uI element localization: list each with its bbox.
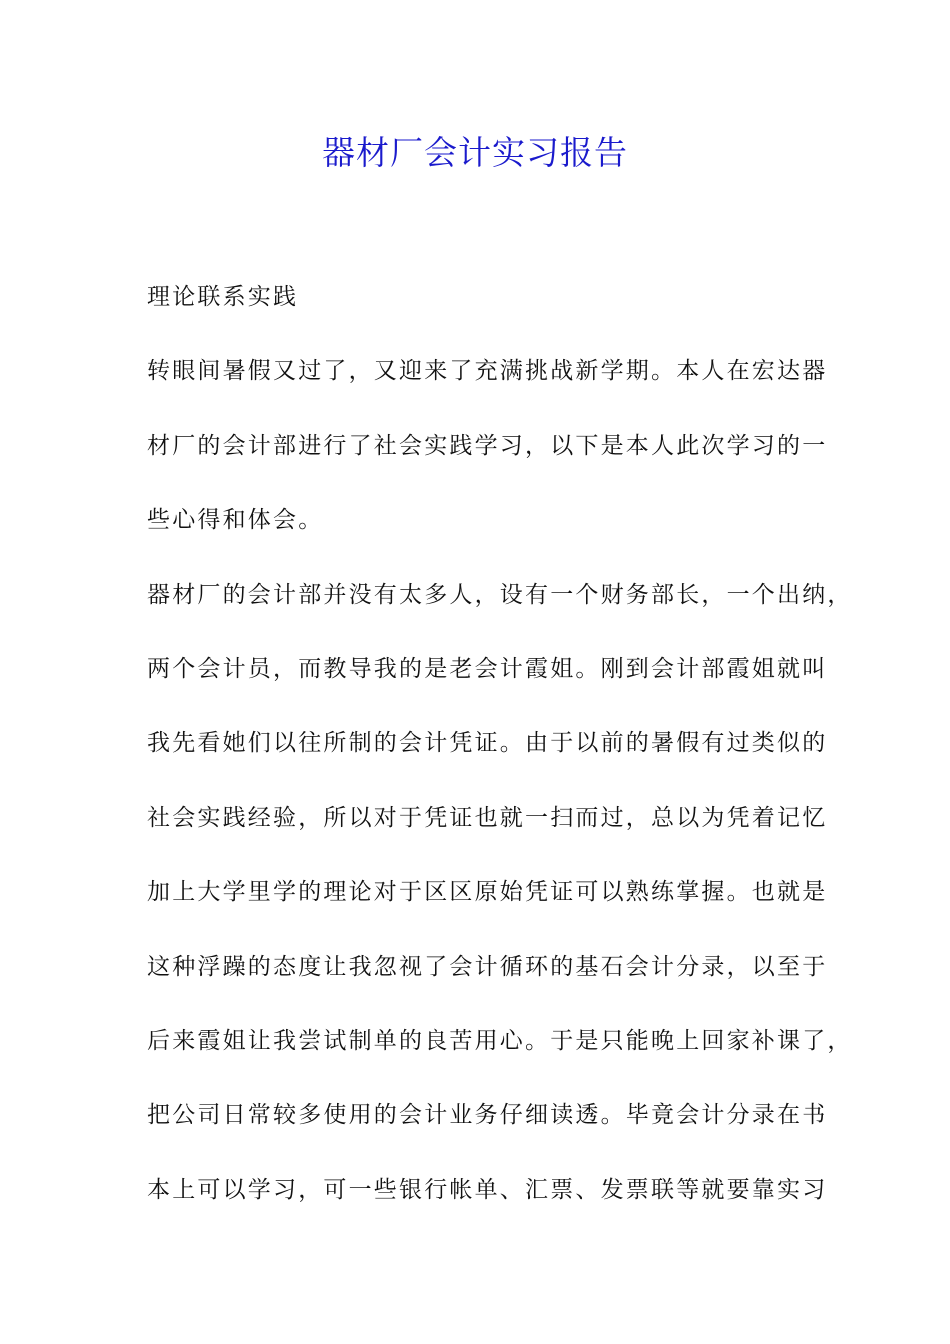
paragraph-line: 转眼间暑假又过了，又迎来了充满挑战新学期。本人在宏达器 (147, 358, 828, 385)
paragraph-line: 两个会计员，而教导我的是老会计霞姐。刚到会计部霞姐就叫 (147, 655, 828, 682)
paragraph-line: 把公司日常较多使用的会计业务仔细读透。毕竟会计分录在书 (147, 1102, 828, 1129)
paragraph-line: 加上大学里学的理论对于区区原始凭证可以熟练掌握。也就是 (147, 879, 828, 906)
section-heading: 理论联系实践 (147, 284, 299, 310)
paragraph-line: 器材厂的会计部并没有太多人，设有一个财务部长，一个出纳， (147, 581, 853, 608)
paragraph-line: 些心得和体会。 (147, 507, 324, 534)
paragraph-line: 我先看她们以往所制的会计凭证。由于以前的暑假有过类似的 (147, 730, 828, 757)
paragraph-line: 后来霞姐让我尝试制单的良苦用心。于是只能晚上回家补课了， (147, 1027, 853, 1054)
paragraph-line: 这种浮躁的态度让我忽视了会计循环的基石会计分录，以至于 (147, 953, 828, 980)
document-title: 器材厂会计实习报告 (322, 133, 628, 172)
paragraph-line: 本上可以学习，可一些银行帐单、汇票、发票联等就要靠实习 (147, 1176, 828, 1203)
paragraph-line: 材厂的会计部进行了社会实践学习，以下是本人此次学习的一 (147, 432, 828, 459)
paragraph-line: 社会实践经验，所以对于凭证也就一扫而过，总以为凭着记忆 (147, 804, 828, 831)
document-body (147, 260, 853, 1227)
